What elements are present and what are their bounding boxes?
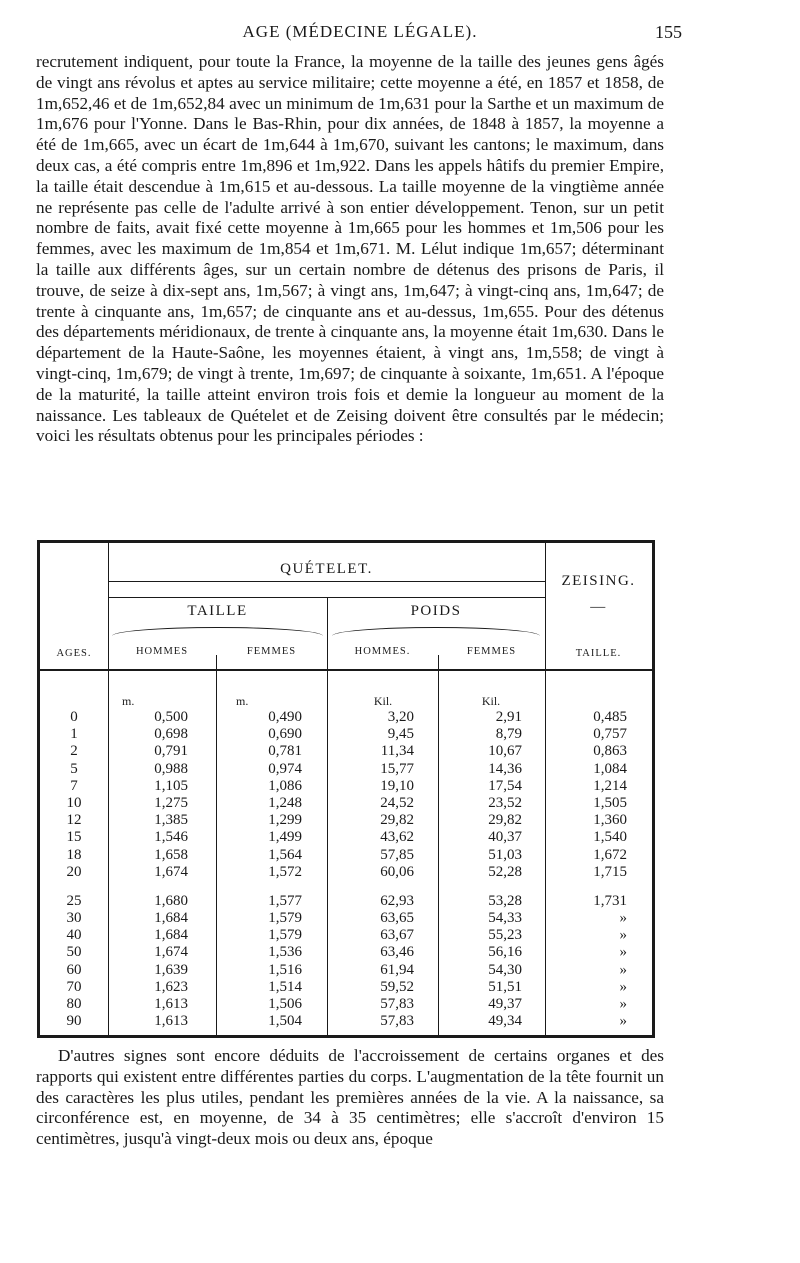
table-cell: 63,65	[380, 910, 414, 927]
paragraph-2	[36, 1046, 664, 1150]
poids-brace	[332, 627, 540, 636]
table-cell: 1,248	[268, 794, 302, 811]
table-cell: »	[619, 927, 627, 944]
femmes-poids-group-b	[460, 893, 522, 1031]
col-header-hommes-taille: HOMMES	[135, 646, 189, 657]
table-cell: 18	[66, 846, 82, 863]
quetelet-subrule	[108, 597, 545, 598]
table-cell: 30	[66, 910, 82, 927]
femmes-taille-column	[236, 693, 302, 1030]
table-cell: 24,52	[380, 794, 414, 811]
table-cell: 1,214	[593, 777, 627, 794]
table-cell: 10	[66, 794, 82, 811]
table-cell: 57,85	[380, 846, 414, 863]
table-cell: 0,490	[268, 709, 302, 725]
table-cell: 1,516	[268, 961, 302, 978]
quetelet-rule	[108, 581, 545, 582]
poids-header: POIDS	[410, 603, 462, 619]
hommes-poids-column	[352, 693, 414, 1030]
table-cell: 12	[66, 812, 82, 829]
table-cell: 60	[66, 961, 82, 978]
table-cell: 56,16	[488, 944, 522, 961]
table-cell: 3,20	[387, 709, 414, 725]
table-cell: 1,564	[268, 846, 302, 863]
table-cell: 55,23	[488, 927, 522, 944]
table-cell: 1,674	[154, 944, 188, 961]
table-cell: 51,51	[488, 978, 522, 995]
table-cell: 0,698	[154, 726, 188, 743]
table-cell: »	[619, 1013, 627, 1030]
table-cell: 1,105	[154, 777, 188, 794]
zeising-header: ZEISING.	[561, 573, 636, 589]
table-cell: 1,639	[154, 961, 188, 978]
table-cell: 1,360	[593, 812, 627, 829]
table-cell: 1,504	[268, 1013, 302, 1030]
table-cell: 57,83	[380, 1013, 414, 1030]
col-header-hommes-poids: HOMMES.	[354, 646, 411, 657]
table-cell: 1,613	[154, 1013, 188, 1030]
table-cell: 0,791	[154, 743, 188, 760]
table-cell: »	[619, 996, 627, 1012]
table-cell: 25	[66, 892, 82, 909]
header-rule	[40, 669, 652, 671]
table-cell: 90	[66, 1013, 82, 1030]
table-cell: 0,485	[593, 709, 627, 725]
table-cell: 1,684	[154, 927, 188, 944]
table-cell: 8,79	[495, 726, 522, 743]
table-cell: 9,45	[387, 726, 414, 743]
table-cell: 1,684	[154, 910, 188, 927]
table-cell: 0,863	[593, 743, 627, 760]
table-cell: 1,715	[593, 863, 627, 880]
taille-header: TAILLE	[187, 603, 248, 619]
table-cell: 1,086	[268, 777, 302, 794]
femmes-poids-column	[460, 693, 522, 1030]
unit-kil-femmes: Kil.	[481, 694, 501, 708]
hommes-poids-group-a	[352, 709, 414, 881]
table-cell: 14,36	[488, 760, 522, 777]
col-header-zeising-taille: TAILLE.	[575, 648, 622, 659]
table-cell: 1,613	[154, 996, 188, 1012]
col-header-ages: AGES.	[56, 648, 92, 659]
table-cell: 1,579	[268, 910, 302, 927]
running-header	[0, 22, 800, 50]
table-cell: 1,536	[268, 944, 302, 961]
table-cell: 63,46	[380, 944, 414, 961]
unit-m-hommes: m.	[122, 694, 135, 708]
zeising-taille-group-b	[565, 893, 627, 1031]
table-cell: 11,34	[380, 743, 414, 760]
table-cell: 43,62	[380, 829, 414, 846]
femmes-poids-group-a	[460, 709, 522, 881]
table-cell: 63,67	[380, 927, 414, 944]
table-cell: 54,33	[488, 910, 522, 927]
table-cell: 1,505	[593, 794, 627, 811]
table-cell: 29,82	[488, 812, 522, 829]
table-cell: 51,03	[488, 846, 522, 863]
running-title: AGE (MÉDECINE LÉGALE).	[242, 22, 478, 41]
table-cell: »	[619, 978, 627, 995]
table-cell: 40,37	[488, 829, 522, 846]
table-cell: 1,672	[593, 846, 627, 863]
zeising-dash: —	[590, 599, 607, 615]
table-cell: 1,579	[268, 927, 302, 944]
table-cell: 1,275	[154, 794, 188, 811]
table-cell: 0,974	[268, 760, 302, 777]
table-cell: 1,546	[154, 829, 188, 846]
table-cell: 1,572	[268, 863, 302, 880]
table-cell: 59,52	[380, 978, 414, 995]
table-cell: 53,28	[488, 892, 522, 909]
table-cell: 60,06	[380, 863, 414, 880]
table-cell: 29,82	[380, 812, 414, 829]
table-cell: 23,52	[488, 794, 522, 811]
hommes-taille-group-a	[122, 709, 188, 881]
zeising-taille-column	[565, 693, 627, 1030]
table-cell: »	[619, 961, 627, 978]
unit-m-femmes: m.	[236, 694, 249, 708]
table-divider-zeising	[545, 543, 546, 1035]
table-cell: 70	[66, 978, 82, 995]
paragraph-2-text: D'autres signes sont encore déduits de l'accroissement de certains organes et des rapports qui existent entre différentes parties du corps. L'augmentation de la tête fournit un des caractères les plus utiles, pendant les premières années de la vie. A la naissance, sa circonférence est, en moyenne, de 34 à 35 centimètres; elle s'accroît d'environ 15 centimètres, jusqu'à vingt-deux mois ou deux ans, époque	[36, 1046, 664, 1149]
table-cell: 0,781	[268, 743, 302, 760]
table-cell: 62,93	[380, 892, 414, 909]
table-cell: 57,83	[380, 996, 414, 1012]
table-cell: 1,577	[268, 892, 302, 909]
table-cell: 1,385	[154, 812, 188, 829]
quetelet-header: QUÉTELET.	[280, 561, 373, 577]
table-cell: 2,91	[495, 709, 522, 725]
table-divider-taille-poids	[327, 597, 328, 1035]
col-header-femmes-poids: FEMMES	[466, 646, 517, 657]
table-cell: 20	[66, 863, 82, 880]
table-cell: 19,10	[380, 777, 414, 794]
table-divider-poids-mid	[438, 655, 439, 1035]
table-cell: 0,988	[154, 760, 188, 777]
table-cell: 1,731	[593, 892, 627, 909]
taille-brace	[112, 627, 323, 636]
table-divider-taille-mid	[216, 655, 217, 1035]
table-cell: »	[619, 910, 627, 927]
table-cell: 1	[70, 726, 78, 743]
unit-kil-hommes: Kil.	[373, 694, 393, 708]
table-cell: 1,299	[268, 812, 302, 829]
table-cell: 0,500	[154, 709, 188, 725]
col-header-femmes-taille: FEMMES	[246, 646, 297, 657]
table-cell: 52,28	[488, 863, 522, 880]
table-cell: 0	[70, 709, 78, 725]
table-cell: 1,506	[268, 996, 302, 1012]
table-cell: 80	[66, 996, 82, 1012]
table-cell: 1,084	[593, 760, 627, 777]
paragraph-1-text: recrutement indiquent, pour toute la France, la moyenne de la taille des jeunes gens âgés de vingt ans révolus et aptes au service militaire; cette moyenne a été, en 1857 et 1858, de 1m,652,46 et de 1m,652,84 avec un minimum de 1m,631 pour la Sarthe et un maximum de 1m,676 pour l'Yonne. Dans le Bas-Rhin, pour dix années, de 1848 à 1857, la moyenne a été de 1m,665, avec un écart de 1m,644 à 1m,670, suivant les cantons; le maximum, dans deux cas, a été compris entre 1m,896 et 1m,922. Dans les appels hâtifs du premier Empire, la taille était descendue à 1m,615 et au-dessous. La taille moyenne de la vingtième année ne représente pas celle de l'adulte arrivé à son entier développement. Tenon, sur un petit nombre de faits, avait fixé cette moyenne à 1m,665 pour les hommes et 1m,506 pour les femmes, avec les maximum de 1m,854 et 1m,671. M. Lélut indique 1m,657; déterminant la taille aux différents âges, sur un certain nombre de détenus des prisons de Paris, il trouve, de seize à dix-sept ans, 1m,567; à vingt ans, 1m,647; à vingt-cinq ans, 1m,647; de trente à cinquante ans, 1m,657; de cinquante ans et au-dessus, 1m,655. Pour des détenus des départements méridionaux, de trente à cinquante ans, la moyenne était 1m,630. Dans le département de la Haute-Saône, les moyennes étaient, à vingt ans, 1m,558; de vingt à vingt-cinq, 1m,679; de vingt à trente, 1m,697; de cinquante à soixante, 1m,651. A l'époque de la maturité, la taille atteint environ trois fois et demie la longueur au moment de la naissance. Les tableaux de Quételet et de Zeising doivent être consultés par le médecin; voici les résultats obtenus pour les principales périodes :	[36, 52, 664, 446]
table-cell: 15,77	[380, 760, 414, 777]
table-cell: 49,34	[488, 1013, 522, 1030]
paragraph-1	[36, 52, 664, 447]
table-cell: 17,54	[488, 777, 522, 794]
table-cell: 0,690	[268, 726, 302, 743]
table-cell: 49,37	[488, 996, 522, 1012]
table-cell: 1,674	[154, 863, 188, 880]
table-cell: 1,499	[268, 829, 302, 846]
table-cell: 1,680	[154, 892, 188, 909]
table-cell: 0,757	[593, 726, 627, 743]
zeising-taille-group-a	[565, 709, 627, 881]
table-cell: 40	[66, 927, 82, 944]
table-cell: 1,623	[154, 978, 188, 995]
femmes-taille-group-a	[236, 709, 302, 881]
hommes-poids-group-b	[352, 893, 414, 1031]
table-cell: 50	[66, 944, 82, 961]
ages-column	[40, 693, 108, 1030]
femmes-taille-group-b	[236, 893, 302, 1031]
table-cell: 7	[70, 777, 78, 794]
table-cell: 61,94	[380, 961, 414, 978]
hommes-taille-column	[122, 693, 188, 1030]
table-cell: 1,514	[268, 978, 302, 995]
ages-group-b	[40, 893, 108, 1031]
table-cell: 1,540	[593, 829, 627, 846]
table-cell: 15	[66, 829, 82, 846]
table-cell: 54,30	[488, 961, 522, 978]
growth-table	[37, 540, 655, 1038]
table-cell: 2	[70, 743, 78, 760]
ages-group-a	[40, 709, 108, 881]
table-cell: 1,658	[154, 846, 188, 863]
page-number: 155	[655, 22, 682, 42]
hommes-taille-group-b	[122, 893, 188, 1031]
table-cell: 10,67	[488, 743, 522, 760]
table-cell: »	[619, 944, 627, 961]
table-cell: 5	[70, 760, 78, 777]
